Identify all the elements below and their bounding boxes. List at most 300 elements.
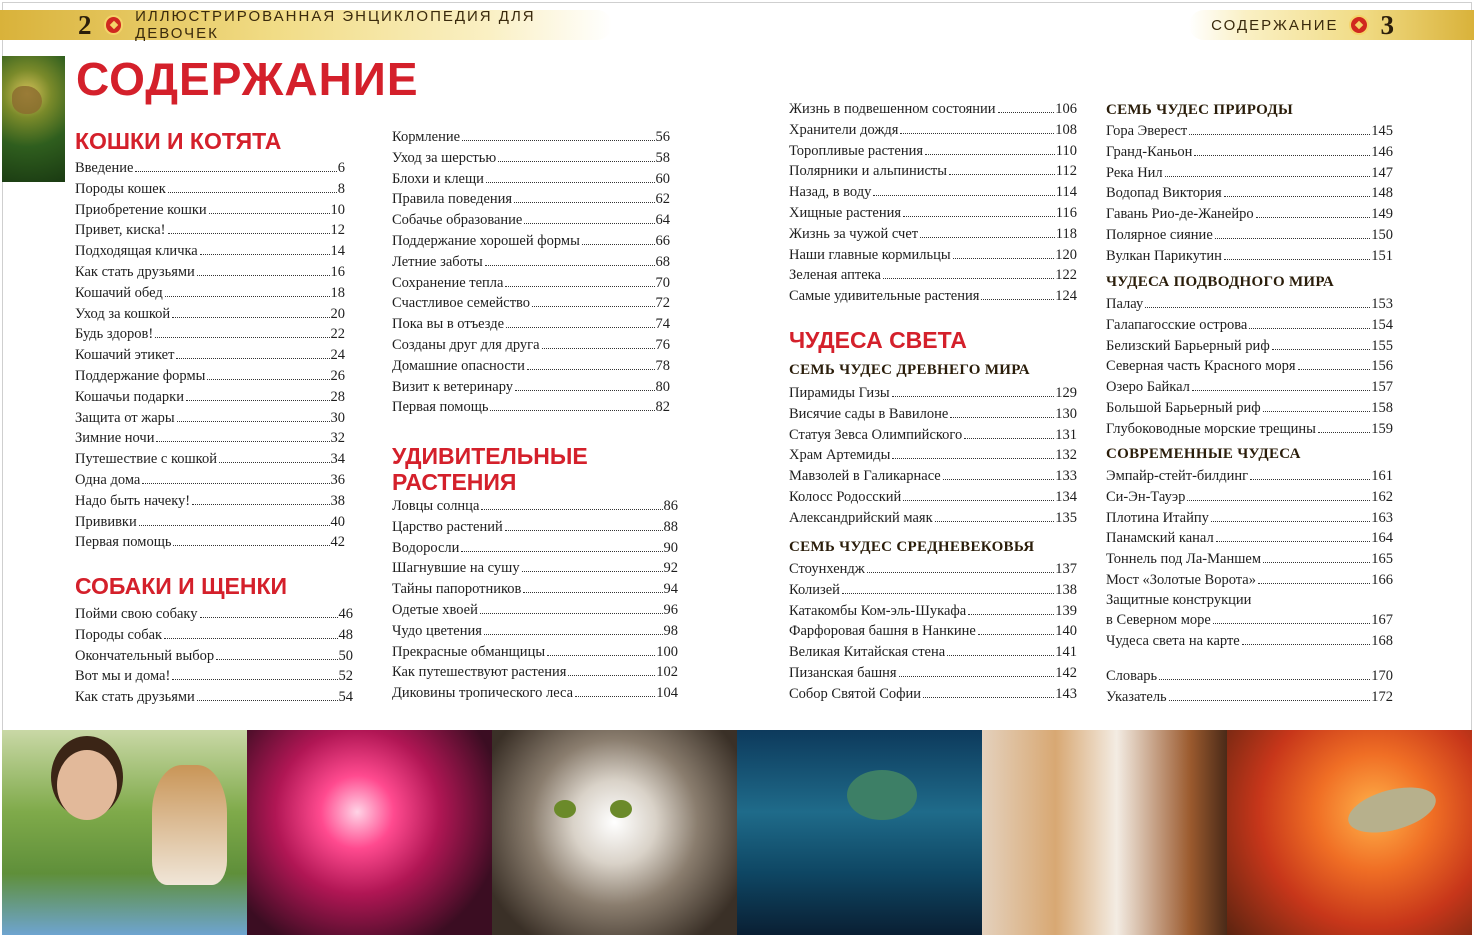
- toc-entry-title: Пока вы в отъезде: [392, 316, 505, 333]
- toc-list-dogs-cont: [392, 127, 670, 418]
- dot-leader: [900, 133, 1054, 134]
- toc-entry[interactable]: [75, 283, 345, 304]
- toc-entry[interactable]: [1106, 246, 1393, 267]
- toc-entry-page: 163: [1371, 509, 1393, 526]
- toc-entry-page: 80: [655, 378, 670, 395]
- toc-entry[interactable]: [1106, 419, 1393, 440]
- dot-leader: [925, 154, 1055, 155]
- toc-entry[interactable]: [75, 428, 345, 449]
- toc-entry[interactable]: [789, 203, 1077, 224]
- dot-leader: [978, 634, 1054, 635]
- toc-entry[interactable]: [1106, 356, 1393, 377]
- dot-leader: [1169, 700, 1371, 701]
- toc-entry-page: 155: [1371, 337, 1393, 354]
- section-title-header: СОДЕРЖАНИЕ: [1211, 16, 1339, 34]
- toc-entry-title: Катакомбы Ком-эль-Шукафа: [789, 602, 967, 619]
- toc-entry-title: Река Нил: [1106, 164, 1163, 181]
- toc-entry-page: 149: [1371, 206, 1393, 223]
- toc-entry-title: Зимние ночи: [75, 430, 155, 447]
- toc-entry-title: Окончательный выбор: [75, 647, 215, 664]
- toc-entry[interactable]: [75, 646, 353, 667]
- toc-entry-page: 52: [338, 668, 353, 685]
- toc-entry[interactable]: [75, 491, 345, 512]
- dot-leader: [177, 421, 330, 422]
- toc-entry-title: Кошачьи подарки: [75, 388, 184, 405]
- dot-leader: [1187, 500, 1370, 501]
- dot-leader: [486, 182, 655, 183]
- toc-entry[interactable]: [392, 252, 670, 273]
- toc-entry[interactable]: [789, 383, 1077, 404]
- toc-entry-page: 110: [1055, 142, 1077, 159]
- toc-entry-page: 70: [655, 274, 670, 291]
- toc-entry[interactable]: [789, 99, 1077, 120]
- toc-entry[interactable]: [1106, 183, 1393, 204]
- toc-entry[interactable]: [789, 404, 1077, 425]
- toc-entry[interactable]: [392, 273, 670, 294]
- toc-entry-title: Собачье образование: [392, 212, 523, 229]
- dot-leader: [1211, 521, 1370, 522]
- toc-entry-page: 146: [1371, 143, 1393, 160]
- toc-entry[interactable]: [392, 517, 678, 538]
- toc-entry[interactable]: [1106, 121, 1393, 142]
- toc-entry-page: 172: [1371, 688, 1393, 705]
- butterfly-photo: [2, 56, 65, 182]
- dot-leader: [964, 438, 1054, 439]
- toc-entry-title: Гора Эверест: [1106, 123, 1188, 139]
- dot-leader: [998, 112, 1055, 113]
- toc-entry[interactable]: [75, 345, 345, 366]
- toc-entry-page: 40: [330, 513, 345, 530]
- toc-entry-title: Будь здоров!: [75, 326, 154, 343]
- dot-leader: [173, 545, 329, 546]
- dot-leader: [575, 696, 655, 697]
- toc-entry-title: Привет, киска!: [75, 222, 166, 239]
- toc-entry[interactable]: [75, 470, 345, 491]
- toc-entry[interactable]: [392, 600, 678, 621]
- toc-entry-page: 131: [1055, 426, 1077, 443]
- dot-leader: [142, 483, 329, 484]
- dot-leader: [498, 161, 654, 162]
- toc-entry-title: Как стать друзьями: [75, 263, 195, 280]
- toc-entry[interactable]: [392, 314, 670, 335]
- toc-entry-title: Пойми свою собаку: [75, 606, 198, 622]
- toc-entry[interactable]: [1106, 570, 1393, 591]
- toc-entry-title: Статуя Зевса Олимпийского: [789, 426, 963, 443]
- dot-leader: [484, 634, 663, 635]
- dot-leader: [1165, 176, 1371, 177]
- toc-entry-page: 122: [1055, 267, 1077, 284]
- toc-entry-title: Ловцы солнца: [392, 498, 480, 514]
- dot-leader: [1192, 390, 1370, 391]
- toc-entry[interactable]: [1106, 487, 1393, 508]
- toc-entry-title: Храм Артемиды: [789, 447, 891, 464]
- toc-entry[interactable]: [392, 356, 670, 377]
- toc-entry-page: 114: [1055, 184, 1077, 201]
- toc-entry[interactable]: [1106, 666, 1393, 687]
- toc-entry-title: Собор Святой Софии: [789, 685, 922, 702]
- toc-entry-page: 62: [655, 191, 670, 208]
- toc-entry[interactable]: [789, 663, 1077, 684]
- toc-entry-page: 76: [655, 336, 670, 353]
- toc-entry[interactable]: [392, 293, 670, 314]
- toc-entry-title: Тоннель под Ла-Маншем: [1106, 551, 1262, 568]
- toc-entry[interactable]: [392, 397, 670, 418]
- dot-leader: [209, 213, 330, 214]
- dot-leader: [1272, 349, 1371, 350]
- toc-entry-page: 156: [1371, 358, 1393, 375]
- toc-entry-page: 34: [330, 451, 345, 468]
- page-number-left: 2: [78, 9, 92, 40]
- toc-entry[interactable]: [789, 466, 1077, 487]
- section-title-cats: КОШКИ И КОТЯТА: [75, 128, 282, 154]
- toc-entry[interactable]: [789, 508, 1077, 529]
- toc-entry[interactable]: [1106, 163, 1393, 184]
- toc-entry-title: Прививки: [75, 513, 137, 530]
- dot-leader: [1213, 623, 1370, 624]
- toc-list-modern-tail: [1106, 610, 1393, 652]
- dot-leader: [1318, 432, 1370, 433]
- toc-entry[interactable]: [392, 662, 678, 683]
- toc-list-dogs: [75, 604, 353, 708]
- toc-entry[interactable]: [789, 425, 1077, 446]
- toc-entry[interactable]: [392, 148, 670, 169]
- dot-leader: [920, 237, 1055, 238]
- dot-leader: [842, 593, 1054, 594]
- toc-entry-title: Жизнь за чужой счет: [789, 225, 919, 242]
- toc-entry-title: Счастливое семейство: [392, 295, 531, 312]
- dot-leader: [155, 337, 329, 338]
- toc-entry[interactable]: [1106, 631, 1393, 652]
- toc-list-plants-cont: [789, 99, 1077, 307]
- toc-entry-page: 58: [655, 149, 670, 166]
- toc-entry-page: 148: [1371, 185, 1393, 202]
- dot-leader: [514, 202, 654, 203]
- toc-entry-page: 46: [338, 606, 353, 622]
- toc-entry-title: Созданы друг для друга: [392, 336, 540, 353]
- dot-leader: [1215, 238, 1370, 239]
- toc-entry[interactable]: [1106, 204, 1393, 225]
- toc-entry-page: 164: [1371, 530, 1393, 547]
- toc-entry-page: 28: [330, 388, 345, 405]
- toc-entry[interactable]: [1106, 528, 1393, 549]
- toc-entry[interactable]: [789, 120, 1077, 141]
- toc-entry-title: Глубоководные морские трещины: [1106, 420, 1316, 437]
- toc-entry-title: Диковины тропического леса: [392, 685, 574, 702]
- toc-entry[interactable]: [75, 324, 345, 345]
- toc-entry-title: Гавань Рио-де-Жанейро: [1106, 206, 1254, 223]
- toc-entry[interactable]: [789, 265, 1077, 286]
- toc-entry-page: 36: [330, 471, 345, 488]
- toc-list-back: [1106, 666, 1393, 708]
- toc-entry-title: Царство растений: [392, 518, 503, 535]
- toc-entry[interactable]: [75, 304, 345, 325]
- toc-entry-page: 150: [1371, 226, 1393, 243]
- toc-entry[interactable]: [392, 642, 678, 663]
- toc-entry[interactable]: [789, 245, 1077, 266]
- dot-leader: [923, 697, 1054, 698]
- dot-leader: [172, 679, 337, 680]
- toc-entry[interactable]: [1106, 294, 1393, 315]
- toc-entry[interactable]: [75, 262, 345, 283]
- toc-entry-page: 157: [1371, 379, 1393, 396]
- dot-leader: [200, 254, 330, 255]
- toc-entry[interactable]: [75, 200, 345, 221]
- toc-entry[interactable]: [392, 377, 670, 398]
- toc-entry-title: Породы собак: [75, 626, 163, 643]
- dot-leader: [135, 171, 336, 172]
- toc-entry[interactable]: [75, 158, 345, 179]
- toc-entry[interactable]: [75, 604, 353, 625]
- dot-leader: [947, 655, 1054, 656]
- toc-entry[interactable]: [789, 141, 1077, 162]
- dot-leader: [935, 521, 1055, 522]
- dot-leader: [186, 400, 330, 401]
- toc-entry[interactable]: [1106, 315, 1393, 336]
- dot-leader: [1159, 679, 1370, 680]
- section-title-plants-line1: УДИВИТЕЛЬНЫЕ: [392, 443, 588, 469]
- toc-entry-title: Как путешествуют растения: [392, 664, 567, 681]
- toc-entry-title: Галапагосские острова: [1106, 316, 1248, 333]
- toc-entry[interactable]: [789, 642, 1077, 663]
- dot-leader: [522, 571, 663, 572]
- toc-entry-page: 26: [330, 367, 345, 384]
- toc-entry[interactable]: [1106, 142, 1393, 163]
- toc-entry-page: 92: [663, 560, 678, 577]
- dot-leader: [197, 275, 330, 276]
- toc-entry[interactable]: [75, 666, 353, 687]
- toc-entry-page: 134: [1055, 488, 1077, 505]
- dot-leader: [1256, 217, 1371, 218]
- toc-entry-title: Тайны папоротников: [392, 581, 522, 598]
- toc-entry-title: Блохи и клещи: [392, 170, 484, 187]
- toc-entry[interactable]: [789, 161, 1077, 182]
- toc-entry[interactable]: [1106, 398, 1393, 419]
- toc-entry-page: 66: [655, 232, 670, 249]
- toc-entry[interactable]: [392, 169, 670, 190]
- toc-entry-page: 158: [1371, 399, 1393, 416]
- toc-list-nature: [1106, 121, 1393, 267]
- dot-leader: [532, 306, 654, 307]
- toc-entry[interactable]: [392, 189, 670, 210]
- toc-entry-page: 112: [1055, 163, 1077, 180]
- dot-leader: [950, 417, 1054, 418]
- toc-entry-title: Путешествие с кошкой: [75, 451, 217, 468]
- toc-entry-page: 165: [1371, 551, 1393, 568]
- toc-entry-title: Пирамиды Гизы: [789, 385, 890, 401]
- toc-entry-page: 129: [1055, 385, 1077, 401]
- dot-leader: [903, 216, 1055, 217]
- toc-entry-page: 98: [663, 622, 678, 639]
- toc-entry-page: 100: [656, 643, 678, 660]
- toc-entry[interactable]: [1106, 549, 1393, 570]
- dot-leader: [981, 299, 1054, 300]
- toc-entry[interactable]: [75, 220, 345, 241]
- toc-entry-page: 116: [1055, 204, 1077, 221]
- toc-entry[interactable]: [789, 601, 1077, 622]
- toc-entry[interactable]: [392, 538, 678, 559]
- toc-entry-page: 118: [1055, 225, 1077, 242]
- toc-entry[interactable]: [789, 559, 1077, 580]
- toc-entry[interactable]: [1106, 225, 1393, 246]
- toc-entry-page: 147: [1371, 164, 1393, 181]
- toc-entry-title: Жизнь в подвешенном состоянии: [789, 101, 996, 117]
- toc-entry-page: 108: [1055, 121, 1077, 138]
- toc-entry[interactable]: [392, 579, 678, 600]
- dot-leader: [1216, 541, 1371, 542]
- toc-entry-page: 60: [655, 170, 670, 187]
- photo-strip: [2, 730, 1472, 935]
- toc-item-text: Защитные конструкции: [1106, 592, 1252, 608]
- toc-entry-page: 140: [1055, 623, 1077, 640]
- toc-entry-page: 68: [655, 253, 670, 270]
- toc-entry-title: Хищные растения: [789, 204, 902, 221]
- section-title-wonders: ЧУДЕСА СВЕТА: [789, 327, 967, 353]
- dot-leader: [461, 551, 662, 552]
- toc-entry-title: Словарь: [1106, 668, 1158, 684]
- toc-entry-page: 130: [1055, 405, 1077, 422]
- toc-entry-page: 120: [1055, 246, 1077, 263]
- toc-entry-page: 145: [1371, 123, 1393, 139]
- toc-entry-page: 104: [656, 685, 678, 702]
- toc-entry-title: Прекрасные обманщицы: [392, 643, 546, 660]
- toc-entry[interactable]: [75, 449, 345, 470]
- toc-entry-page: 154: [1371, 316, 1393, 333]
- toc-entry-title: Колосс Родосский: [789, 488, 902, 505]
- toc-entry-title: Панамский канал: [1106, 530, 1214, 547]
- toc-entry[interactable]: [392, 335, 670, 356]
- toc-entry-title: Плотина Итайпу: [1106, 509, 1209, 526]
- page-title: СОДЕРЖАНИЕ: [76, 53, 419, 105]
- toc-entry[interactable]: [1106, 336, 1393, 357]
- toc-entry-page: 94: [663, 581, 678, 598]
- toc-entry[interactable]: [75, 408, 345, 429]
- toc-entry[interactable]: [75, 179, 345, 200]
- toc-entry-title: Эмпайр-стейт-билдинг: [1106, 468, 1249, 484]
- toc-entry-page: 54: [338, 689, 353, 706]
- toc-entry[interactable]: [75, 512, 345, 533]
- dot-leader: [1249, 328, 1370, 329]
- toc-entry[interactable]: [75, 532, 345, 553]
- toc-entry-title: Стоунхендж: [789, 561, 865, 577]
- toc-entry-page: 72: [655, 295, 670, 312]
- girl-with-dog-photo: [2, 730, 247, 935]
- toc-entry[interactable]: [75, 241, 345, 262]
- toc-entry-title: Большой Барьерный риф: [1106, 399, 1261, 416]
- toc-entry-page: 86: [663, 498, 678, 514]
- toc-entry-title: Наши главные кормильцы: [789, 246, 951, 263]
- toc-entry[interactable]: [789, 580, 1077, 601]
- dot-leader: [1263, 562, 1370, 563]
- toc-entry-page: 20: [330, 305, 345, 322]
- toc-list-ancient: [789, 383, 1077, 529]
- toc-entry[interactable]: [392, 496, 678, 517]
- toc-entry[interactable]: [1106, 610, 1393, 631]
- dot-leader: [527, 369, 655, 370]
- toc-entry-title: Си-Эн-Тауэр: [1106, 488, 1186, 505]
- toc-entry[interactable]: [392, 231, 670, 252]
- toc-entry-page: 159: [1371, 420, 1393, 437]
- toc-entry[interactable]: [75, 625, 353, 646]
- dot-leader: [1258, 583, 1370, 584]
- dot-leader: [216, 659, 337, 660]
- section-title-plants-line2: РАСТЕНИЯ: [392, 469, 517, 495]
- toc-entry[interactable]: [1106, 466, 1393, 487]
- toc-entry[interactable]: [1106, 377, 1393, 398]
- toc-entry-title: Летние заботы: [392, 253, 483, 270]
- toc-entry-page: 22: [330, 326, 345, 343]
- toc-entry[interactable]: [789, 684, 1077, 705]
- toc-entry-title: Зеленая аптека: [789, 267, 881, 284]
- toc-entry[interactable]: [392, 210, 670, 231]
- toc-entry-page: 6: [337, 160, 345, 176]
- toc-entry-page: 82: [655, 399, 670, 416]
- hummingbird-photo: [1227, 730, 1472, 935]
- toc-entry-title: Чудеса света на карте: [1106, 632, 1240, 649]
- subsection-title-medieval: СЕМЬ ЧУДЕС СРЕДНЕВЕКОВЬЯ: [789, 539, 1035, 555]
- toc-entry[interactable]: [789, 621, 1077, 642]
- toc-entry-title: Полярное сияние: [1106, 226, 1213, 243]
- dot-leader: [883, 278, 1054, 279]
- toc-entry-page: 16: [330, 263, 345, 280]
- toc-entry[interactable]: [789, 224, 1077, 245]
- toc-entry[interactable]: [789, 445, 1077, 466]
- toc-entry[interactable]: [789, 487, 1077, 508]
- toc-entry[interactable]: [392, 558, 678, 579]
- header-right: [1189, 10, 1474, 40]
- toc-entry-page: 143: [1055, 685, 1077, 702]
- section-title-plants: [392, 443, 588, 495]
- toc-entry-title: Назад, в воду: [789, 184, 872, 201]
- toc-entry[interactable]: [392, 683, 678, 704]
- toc-entry-title: Озеро Байкал: [1106, 379, 1190, 396]
- toc-entry[interactable]: [75, 366, 345, 387]
- toc-entry[interactable]: [75, 387, 345, 408]
- dot-leader: [1194, 155, 1370, 156]
- toc-entry-page: 78: [655, 357, 670, 374]
- toc-entry-page: 42: [330, 534, 345, 551]
- book-title: ИЛЛЮСТРИРОВАННАЯ ЭНЦИКЛОПЕДИЯ ДЛЯ ДЕВОЧЕК: [135, 8, 536, 42]
- compass-icon: [104, 15, 124, 35]
- toc-entry-page: 132: [1055, 447, 1077, 464]
- dot-leader: [953, 258, 1055, 259]
- dot-leader: [462, 140, 654, 141]
- dot-leader: [156, 441, 329, 442]
- toc-entry-title: Кошачий обед: [75, 284, 163, 301]
- toc-entry[interactable]: [1106, 508, 1393, 529]
- dot-leader: [949, 174, 1055, 175]
- dot-leader: [481, 509, 662, 510]
- toc-entry[interactable]: [392, 127, 670, 148]
- dot-leader: [172, 317, 329, 318]
- toc-entry[interactable]: [789, 286, 1077, 307]
- toc-entry-title: Самые удивительные растения: [789, 288, 980, 305]
- toc-entry-title: Уход за шерстью: [392, 149, 497, 166]
- dot-leader: [1298, 369, 1371, 370]
- toc-entry-page: 74: [655, 316, 670, 333]
- toc-entry-title: Гранд-Каньон: [1106, 143, 1193, 160]
- toc-entry[interactable]: [1106, 687, 1393, 708]
- toc-list-modern: [1106, 466, 1393, 591]
- toc-entry[interactable]: [789, 182, 1077, 203]
- toc-entry-title: Поддержание формы: [75, 367, 206, 384]
- toc-entry-title: Домашние опасности: [392, 357, 525, 374]
- toc-entry[interactable]: [392, 621, 678, 642]
- dot-leader: [903, 500, 1054, 501]
- dot-leader: [506, 327, 654, 328]
- dot-leader: [219, 462, 330, 463]
- dot-leader: [165, 296, 330, 297]
- toc-entry[interactable]: [75, 687, 353, 708]
